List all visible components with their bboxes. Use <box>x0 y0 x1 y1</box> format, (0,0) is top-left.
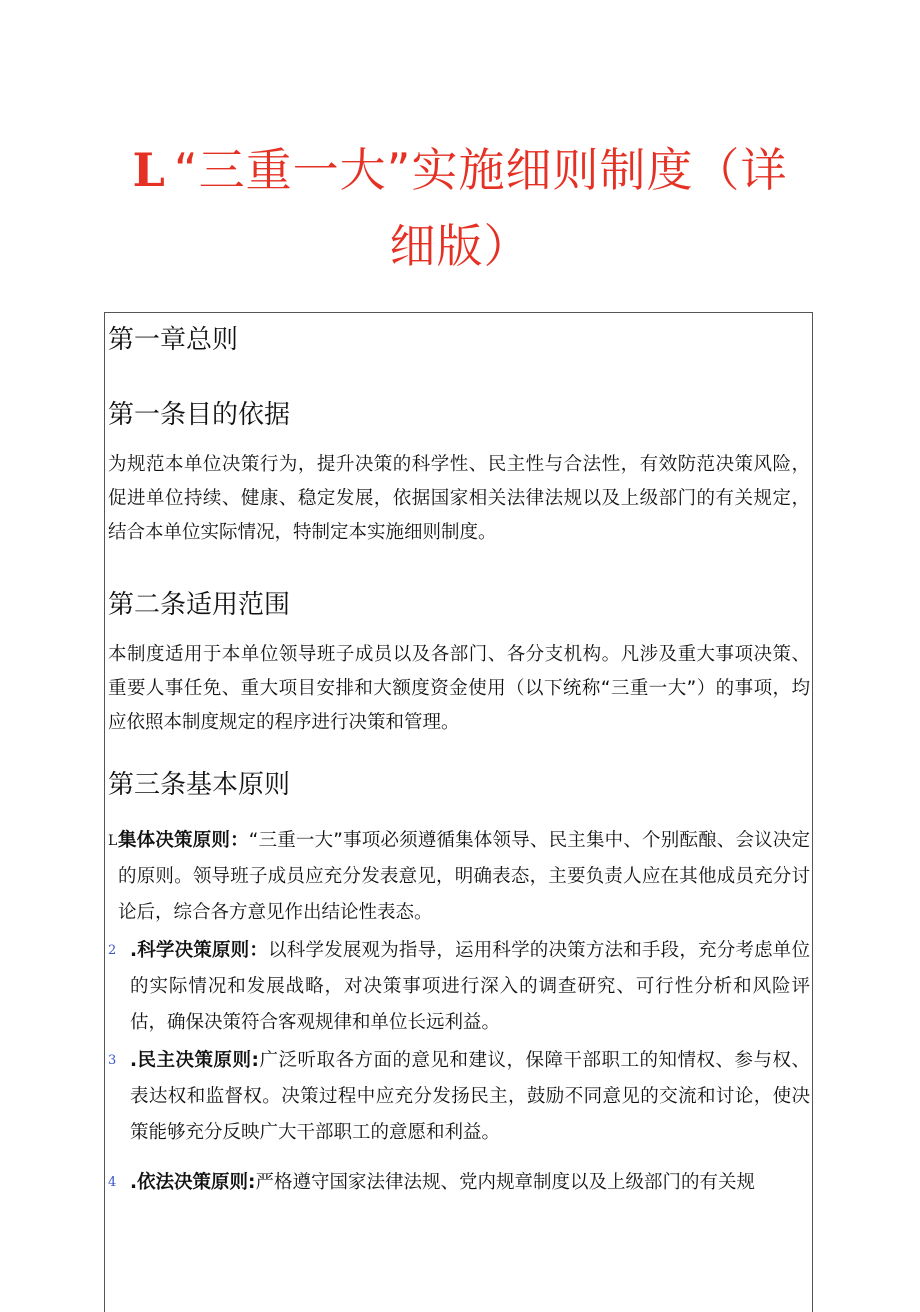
principle-label: .民主决策原则: <box>130 1050 259 1071</box>
principle-text: “三重一大”事项必须遵循集体领导、民主集中、个别酝酿、会议决定的原则。领导班子成员应充分发表意见，明确表态，主要负责人应在其他成员充分讨论后，综合各方意见作出结论性表态。 <box>118 830 810 923</box>
document-title-line-2: 细版） <box>389 219 531 273</box>
principle-number: 2 <box>108 943 117 958</box>
principle-text: 广泛听取各方面的意见和建议，保障干部职工的知情权、参与权、表达权和监督权。决策过程中应充分发扬民主，鼓励不同意见的交流和讨论，使决策能够充分反映广大干部职工的意愿和利益。 <box>130 1050 810 1143</box>
article-2-text: 本制度适用于本单位领导班子成员以及各部门、各分支机构。凡涉及重大事项决策、重要人事任免、重大项目安排和大额度资金使用（以下统称“三重一大”）的事项，均应依照本制度规定的程序进行决策和管理。 <box>108 644 810 733</box>
title-text-1: “三重一大”实施细则制度（详 <box>173 143 788 197</box>
article-3-heading: 第三条基本原则 <box>108 770 291 800</box>
principle-item-1 <box>108 823 810 931</box>
article-2-heading: 第二条适用范围 <box>108 590 291 620</box>
document-title-line-1 <box>0 140 920 200</box>
principle-label: .科学决策原则： <box>130 940 269 961</box>
principle-label: .依法决策原则: <box>130 1172 256 1193</box>
article-1-text: 为规范本单位决策行为，提升决策的科学性、民主性与合法性，有效防范决策风险，促进单位持续、健康、稳定发展，依据国家相关法律法规以及上级部门的有关规定，结合本单位实际情况，特制定本实施细则制度。 <box>108 454 810 543</box>
principle-item-3 <box>108 1043 810 1151</box>
principle-item-2 <box>108 933 810 1041</box>
title-list-marker: L <box>132 143 166 197</box>
principle-item-4 <box>108 1165 810 1201</box>
principle-number: 3 <box>108 1053 117 1068</box>
principle-number: L <box>108 833 118 849</box>
principle-text: 以科学发展观为指导，运用科学的决策方法和手段，充分考虑单位的实际情况和发展战略，对决策事项进行深入的调查研究、可行性分析和风险评估，确保决策符合客观规律和单位长远利益。 <box>130 940 810 1033</box>
principle-text: 严格遵守国家法律法规、党内规章制度以及上级部门的有关规 <box>255 1172 755 1193</box>
principle-number: 4 <box>108 1175 117 1190</box>
article-1-heading: 第一条目的依据 <box>108 400 291 430</box>
chapter-heading: 第一章总则 <box>108 325 239 355</box>
principle-label: 集体决策原则： <box>118 830 249 851</box>
